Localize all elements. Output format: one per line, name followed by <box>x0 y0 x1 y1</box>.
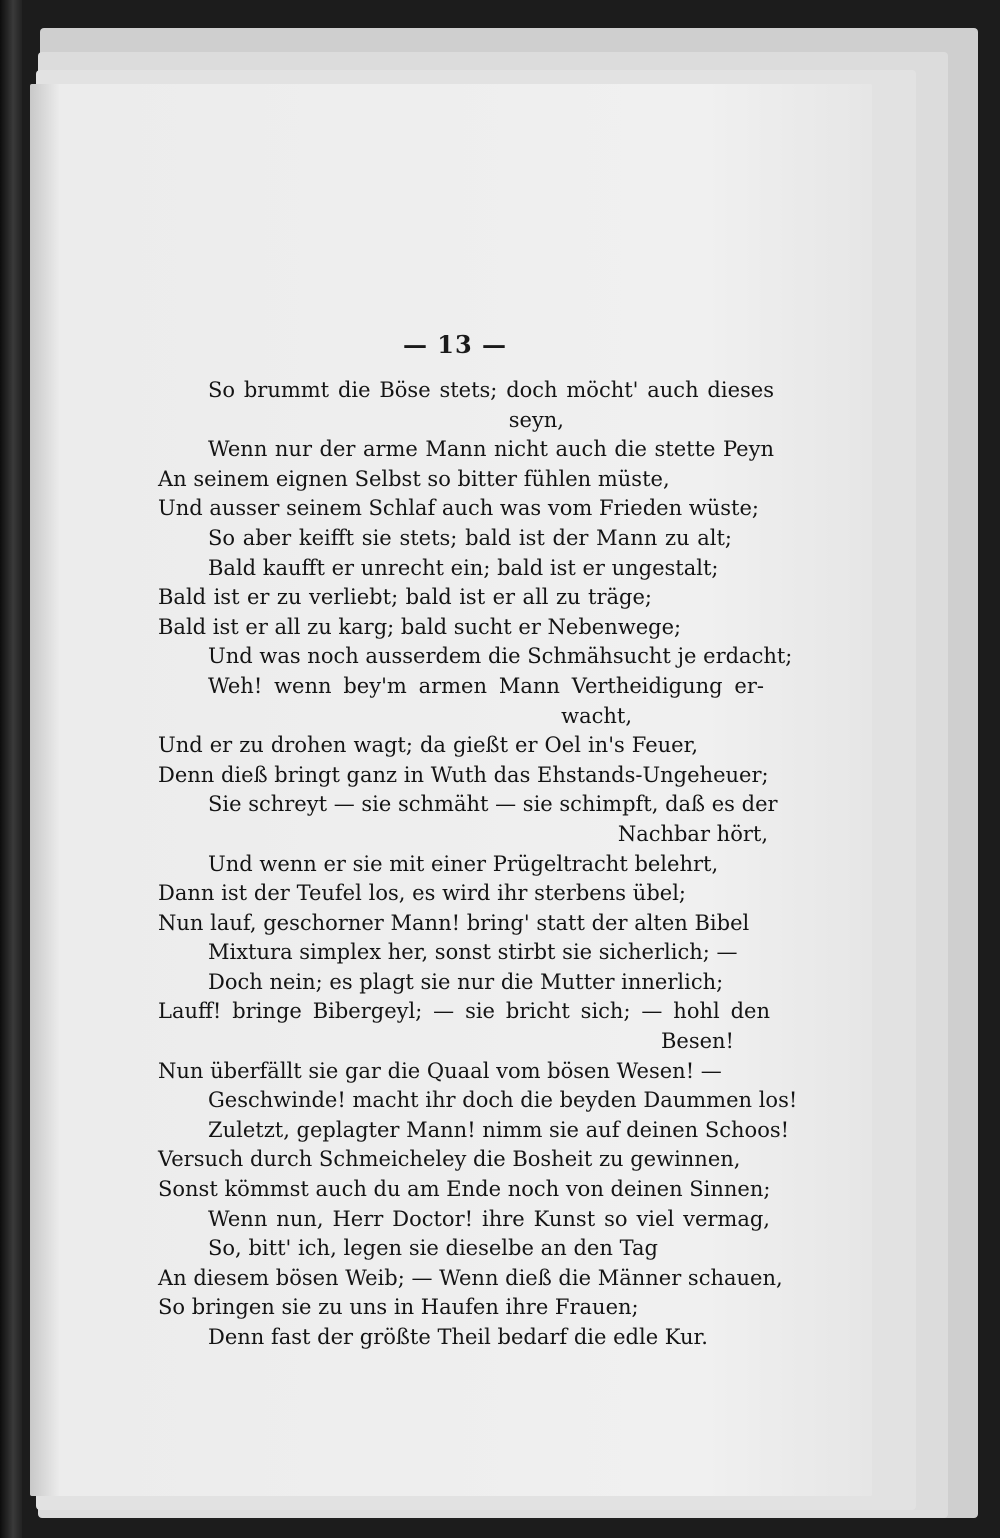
text-line: wacht, <box>561 703 632 728</box>
text-line: Lauff! bringe Bibergeyl; — sie bricht sich; — hohl den <box>158 999 770 1024</box>
book-page <box>30 84 872 1496</box>
text-line: Wenn nur der arme Mann nicht auch die stette Peyn <box>208 437 774 462</box>
text-line: Bald ist er all zu karg; bald sucht er Nebenwege; <box>158 614 682 639</box>
text-line: Bald kaufft er unrecht ein; bald ist er ungestalt; <box>208 555 719 580</box>
book-spine <box>0 0 22 1538</box>
text-line: Sonst kömmst auch du am Ende noch von deinen Sinnen; <box>158 1177 771 1202</box>
text-line: So bringen sie zu uns in Haufen ihre Frauen; <box>158 1295 639 1320</box>
text-line: Nun überfällt sie gar die Quaal vom bösen Wesen! — <box>158 1058 722 1083</box>
text-line: An seinem eignen Selbst so bitter fühlen müste, <box>158 466 670 491</box>
poem-text <box>158 376 798 1353</box>
text-line: Dann ist der Teufel los, es wird ihr sterbens übel; <box>158 881 686 906</box>
text-line: An diesem bösen Weib; — Wenn dieß die Männer schauen, <box>158 1265 783 1290</box>
text-line: Sie schreyt — sie schmäht — sie schimpft, daß es der <box>208 792 778 817</box>
text-line: Versuch durch Schmeicheley die Bosheit zu gewinnen, <box>158 1147 741 1172</box>
text-line: Nun lauf, geschorner Mann! bring' statt der alten Bibel <box>158 910 750 935</box>
text-line: So, bitt' ich, legen sie dieselbe an den Tag <box>208 1236 658 1261</box>
text-line: Und wenn er sie mit einer Prügeltracht belehrt, <box>208 851 719 876</box>
text-line: Zuletzt, geplagter Mann! nimm sie auf deinen Schoos! <box>208 1117 790 1142</box>
text-line: So aber keifft sie stets; bald ist der Mann zu alt; <box>208 525 732 550</box>
text-line: Doch nein; es plagt sie nur die Mutter innerlich; <box>208 969 724 994</box>
text-line: Denn fast der größte Theil bedarf die edle Kur. <box>208 1325 708 1349</box>
text-line: Geschwinde! macht ihr doch die beyden Daummen los! <box>208 1088 798 1113</box>
text-line: Besen! <box>660 1029 734 1054</box>
text-line: Bald ist er zu verliebt; bald ist er all zu träge; <box>158 585 652 610</box>
text-line: Weh! wenn bey'm armen Mann Vertheidigung er- <box>208 673 764 698</box>
page-number: — 13 — <box>402 330 508 359</box>
text-line: Denn dieß bringt ganz in Wuth das Ehstands-Ungeheuer; <box>158 762 769 787</box>
text-line: So brummt die Böse stets; doch möcht' auch dieses <box>208 378 774 402</box>
text-line: Wenn nun, Herr Doctor! ihre Kunst so viel vermag, <box>208 1206 770 1231</box>
text-line: Und was noch ausserdem die Schmähsucht je erdacht; <box>208 644 793 669</box>
text-line: Und ausser seinem Schlaf auch was vom Frieden wüste; <box>158 496 759 521</box>
text-line: Und er zu drohen wagt; da gießt er Oel in's Feuer, <box>158 733 698 758</box>
text-line: seyn, <box>508 407 564 432</box>
text-line: Mixtura simplex her, sonst stirbt sie sicherlich; — <box>208 940 738 965</box>
text-line: Nachbar hört, <box>617 821 768 846</box>
